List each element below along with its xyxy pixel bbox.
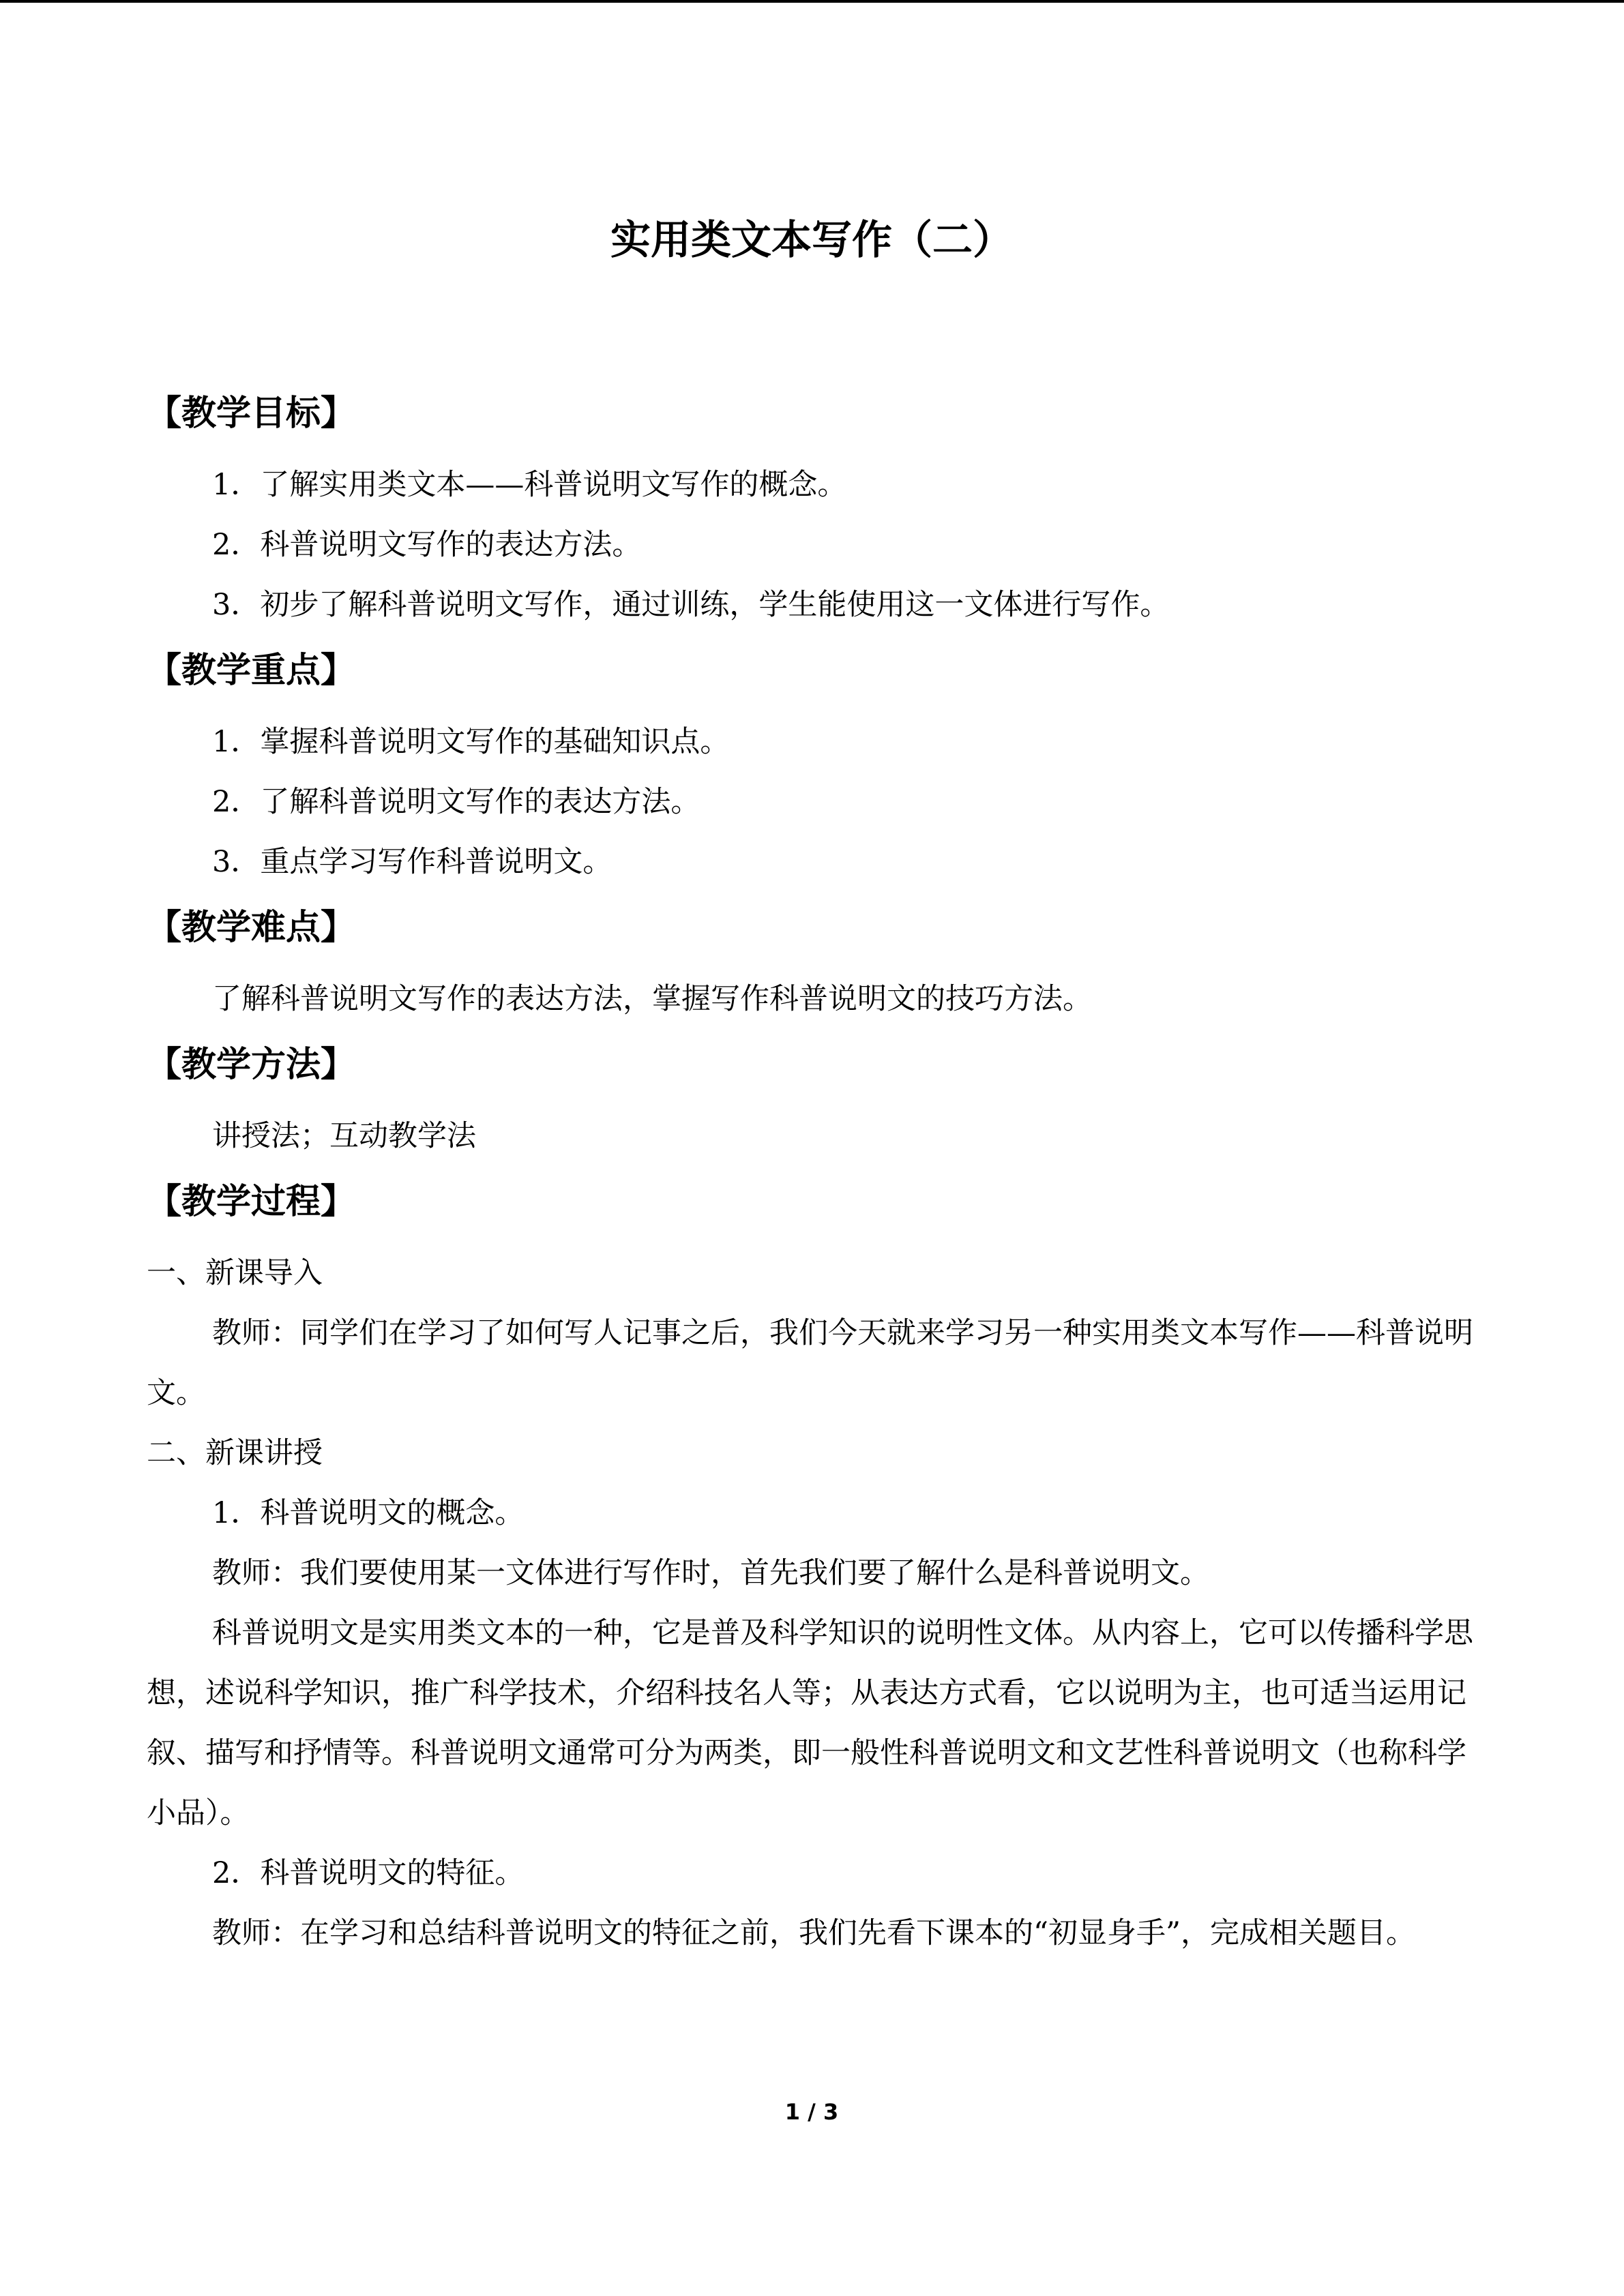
section-heading-difficulties: 【教学难点】 [147,908,356,948]
page-indicator: 1 / 3 [784,2099,839,2125]
goal-item-3: 3．初步了解科普说明文写作，通过训练，学生能使用这一文体进行写作。 [212,588,1170,622]
key-point-item-1: 1．掌握科普说明文写作的基础知识点。 [212,725,730,759]
document-body [147,381,1477,1963]
methods-text: 讲授法；互动教学法 [212,1119,476,1153]
process-lecture-title: 二、新课讲授 [147,1436,323,1470]
section-heading-process: 【教学过程】 [147,1182,356,1222]
features-title: 2．科普说明文的特征。 [212,1856,525,1890]
document-page [147,0,1477,2296]
concept-title: 1．科普说明文的概念。 [212,1496,525,1530]
key-point-item-2: 2．了解科普说明文写作的表达方法。 [212,785,700,819]
difficulties-text: 了解科普说明文写作的表达方法，掌握写作科普说明文的技巧方法。 [212,982,1092,1016]
goal-item-2: 2．科普说明文写作的表达方法。 [212,528,642,562]
features-teacher-text: 教师：在学习和总结科普说明文的特征之前，我们先看下课本的“初显身手”，完成相关题目。 [212,1916,1415,1950]
section-heading-methods: 【教学方法】 [147,1045,356,1085]
concept-definition-text: 科普说明文是实用类文本的一种，它是普及科学知识的说明性文体。从内容上，它可以传播科学思想，述说科学知识，推广科学技术，介绍科技名人等；从表达方式看，它以说明为主，也可适当运用记叙、描写和抒情等。科普说明文通常可分为两类，即一般性科普说明文和文艺性科普说明文（也称科学小品）。 [147,1616,1473,1830]
key-point-item-3: 3．重点学习写作科普说明文。 [212,845,612,879]
document-title: 实用类文本写作（二） [610,216,1013,263]
section-heading-goals: 【教学目标】 [147,393,356,434]
goal-item-1: 1．了解实用类文本——科普说明文写作的概念。 [212,468,847,502]
process-intro-title: 一、新课导入 [147,1256,323,1290]
concept-teacher-text: 教师：我们要使用某一文体进行写作时，首先我们要了解什么是科普说明文。 [212,1556,1209,1590]
process-intro-text: 教师：同学们在学习了如何写人记事之后，我们今天就来学习另一种实用类文本写作——科普说明文。 [147,1316,1473,1410]
section-heading-key-points: 【教学重点】 [147,651,356,691]
